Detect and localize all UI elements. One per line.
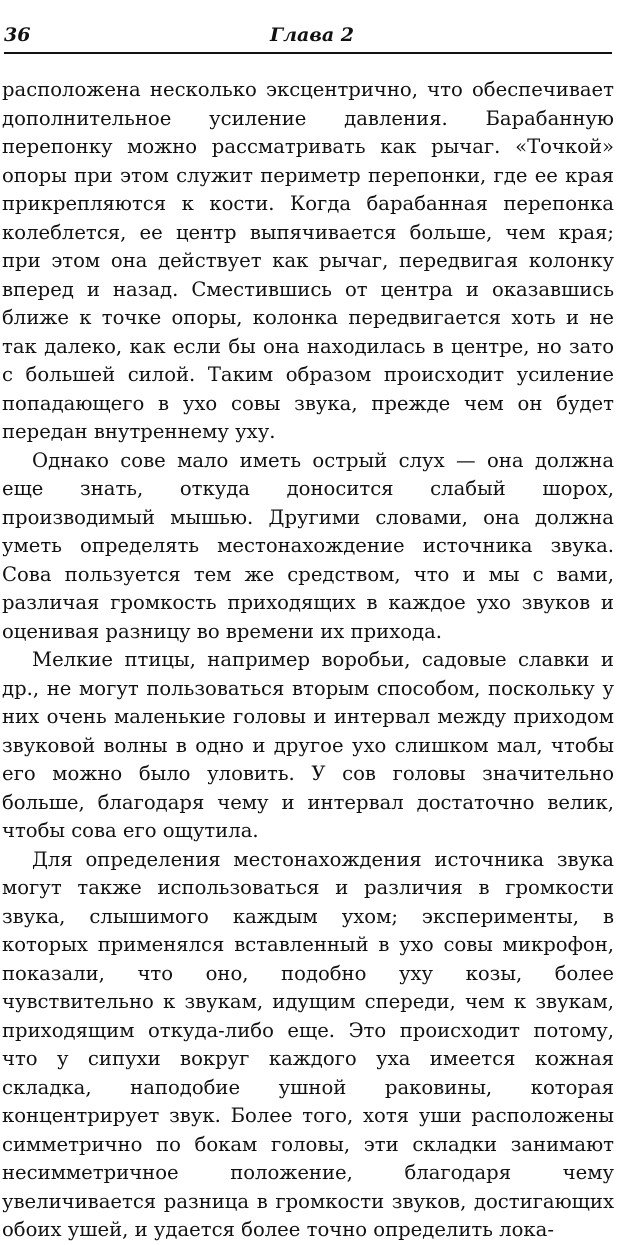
- paragraph: расположена несколько эксцентрично, что обеспечивает дополнительное усиление давления. Барабанную перепонку можно рассматривать как рычаг. «Точкой» опоры при этом служит периметр перепонки, где ее края прикрепляются к кости. Когда барабанная перепонка колеблется, ее центр выпячивается больше, чем края; при этом она действует как рычаг, передвигая колонку вперед и назад. Сместившись от центра и оказавшись ближе к точке опоры, колонка передвигается хоть и не так далеко, как если бы она находилась в центре, но зато с большей силой. Таким образом происходит усиление попадающего в ухо совы звука, прежде чем он будет передан внутреннему уху.: [2, 78, 614, 443]
- page-header: [4, 18, 612, 54]
- paragraph: Однако сове мало иметь острый слух — она должна еще знать, откуда доносится слабый шорох, производимый мышью. Другими словами, она должна уметь определять местонахождение источника звука. Сова пользуется тем же средством, что и мы с вами, различая громкость приходящих в каждое ухо звуков и оценивая разницу во времени их прихода.: [2, 448, 614, 643]
- running-title: Глава 2: [270, 24, 354, 46]
- paragraph: Мелкие птицы, например воробьи, садовые славки и др., не могут пользоваться вторым способом, поскольку у них очень маленькие головы и интервал между приходом звуковой волны в одно и другое ухо слишком мал, чтобы его можно было уловить. У сов головы значительно больше, благодаря чему и интервал достаточно велик, чтобы сова его ощутила.: [2, 648, 614, 842]
- paragraph: Для определения местонахождения источника звука могут также использоваться и различия в громкости звука, слышимого каждым ухом; эксперименты, в которых применялся вставленный в ухо совы микрофон, показали, что оно, подобно уху козы, более чувствительно к звукам, идущим спереди, чем к звукам, приходящим откуда-либо еще. Это происходит потому, что у сипухи вокруг каждого уха имеется кожная складка, наподобие ушной раковины, которая концентрирует звук. Более того, хотя уши расположены симметрично по бокам головы, эти складки занимают несимметричное положение, благодаря чему увеличивается разница в громкости звуков, достигающих обоих ушей, и удается более точно определить лока-: [2, 847, 614, 1241]
- body-text: [2, 76, 614, 1245]
- page-number: 36: [4, 24, 31, 46]
